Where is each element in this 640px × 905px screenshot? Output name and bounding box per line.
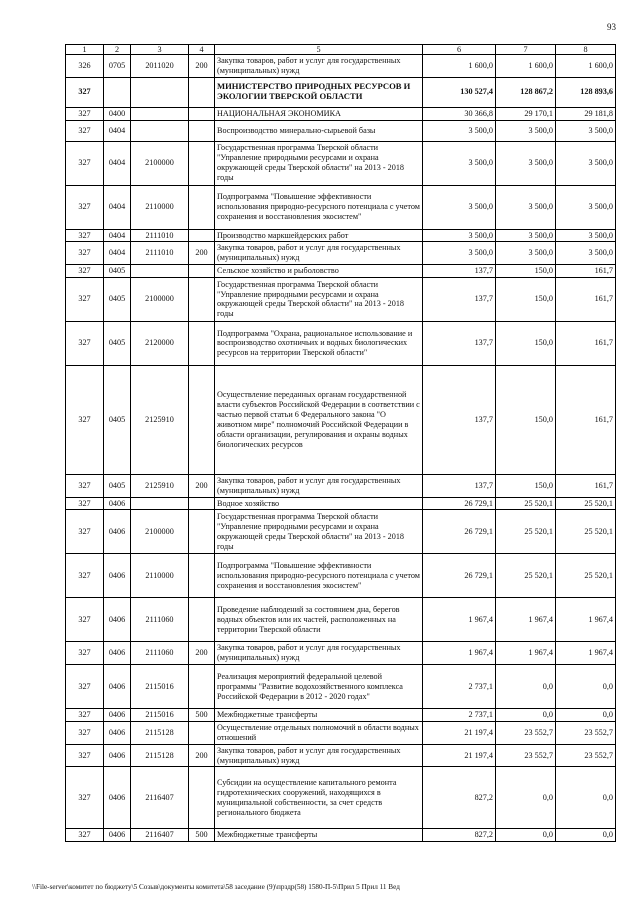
target-article-code-cell — [131, 120, 189, 141]
description-cell: Подпрограмма "Повышение эффективности использования природно-ресурсного потенциала с учетом сохранения и восстановления экосистем" — [215, 554, 423, 598]
target-article-code-cell — [131, 497, 189, 510]
amount-year-2-cell: 1 600,0 — [496, 55, 556, 78]
expense-type-code-cell — [189, 665, 215, 709]
amount-year-1-cell: 3 500,0 — [423, 185, 496, 229]
amount-year-3-cell: 1 967,4 — [556, 598, 616, 642]
amount-year-2-cell: 0,0 — [496, 709, 556, 722]
section-code-cell: 0406 — [104, 598, 131, 642]
grbs-code-cell: 327 — [66, 744, 104, 767]
amount-year-2-cell: 0,0 — [496, 829, 556, 842]
grbs-code-cell: 327 — [66, 474, 104, 497]
table-row — [66, 642, 616, 665]
amount-year-2-cell: 3 500,0 — [496, 185, 556, 229]
section-code-cell: 0705 — [104, 55, 131, 78]
grbs-code-cell: 327 — [66, 767, 104, 829]
description-cell: Субсидии на осуществление капитального ремонта гидротехнических сооружений, находящихся в муниципальной собственности, за счет средств регионального бюджета — [215, 767, 423, 829]
section-code-cell: 0400 — [104, 107, 131, 120]
description-cell: Межбюджетные трансферты — [215, 829, 423, 842]
column-number-header-row — [66, 45, 616, 55]
expense-type-code-cell — [189, 265, 215, 278]
amount-year-1-cell: 1 967,4 — [423, 598, 496, 642]
target-article-code-cell: 2100000 — [131, 141, 189, 185]
table-row — [66, 77, 616, 107]
amount-year-1-cell: 2 737,1 — [423, 709, 496, 722]
target-article-code-cell: 2115128 — [131, 721, 189, 744]
table-row — [66, 709, 616, 722]
amount-year-1-cell: 26 729,1 — [423, 554, 496, 598]
section-code-cell: 0405 — [104, 321, 131, 365]
amount-year-2-cell: 25 520,1 — [496, 510, 556, 554]
amount-year-1-cell: 137,7 — [423, 321, 496, 365]
section-code-cell: 0404 — [104, 242, 131, 265]
amount-year-3-cell: 23 552,7 — [556, 744, 616, 767]
page-number: 93 — [607, 22, 616, 32]
amount-year-3-cell: 29 181,8 — [556, 107, 616, 120]
section-code-cell: 0406 — [104, 721, 131, 744]
table-row — [66, 229, 616, 242]
target-article-code-cell: 2111060 — [131, 598, 189, 642]
description-cell: Водное хозяйство — [215, 497, 423, 510]
expense-type-code-cell: 200 — [189, 744, 215, 767]
amount-year-2-cell: 0,0 — [496, 767, 556, 829]
table-row — [66, 721, 616, 744]
header-cell: 1 — [66, 45, 104, 55]
expense-type-code-cell — [189, 229, 215, 242]
description-cell: Воспроизводство минерально-сырьевой базы — [215, 120, 423, 141]
grbs-code-cell: 327 — [66, 242, 104, 265]
description-cell: Государственная программа Тверской области "Управление природными ресурсами и охрана окружающей среды Тверской области" на 2013 - 2018 годы — [215, 141, 423, 185]
amount-year-3-cell: 161,7 — [556, 321, 616, 365]
table-row — [66, 321, 616, 365]
section-code-cell: 0404 — [104, 141, 131, 185]
target-article-code-cell — [131, 107, 189, 120]
grbs-code-cell: 327 — [66, 829, 104, 842]
amount-year-2-cell: 29 170,1 — [496, 107, 556, 120]
header-cell: 8 — [556, 45, 616, 55]
expense-type-code-cell — [189, 321, 215, 365]
section-code-cell: 0405 — [104, 365, 131, 474]
expense-type-code-cell — [189, 554, 215, 598]
amount-year-1-cell: 137,7 — [423, 277, 496, 321]
description-cell: Закупка товаров, работ и услуг для государственных (муниципальных) нужд — [215, 55, 423, 78]
amount-year-1-cell: 827,2 — [423, 829, 496, 842]
amount-year-2-cell: 150,0 — [496, 265, 556, 278]
amount-year-3-cell: 25 520,1 — [556, 554, 616, 598]
amount-year-3-cell: 161,7 — [556, 277, 616, 321]
amount-year-1-cell: 137,7 — [423, 365, 496, 474]
amount-year-2-cell: 25 520,1 — [496, 497, 556, 510]
description-cell: Осуществление переданных органам государственной власти субъектов Российской Федерации в соответствии с частью первой статьи 6 Федерального закона "О животном мире" полномочий Российской Федерации в области организации, регулирования и охраны водных биологических ресурсов — [215, 365, 423, 474]
amount-year-3-cell: 25 520,1 — [556, 510, 616, 554]
target-article-code-cell: 2115016 — [131, 709, 189, 722]
amount-year-1-cell: 1 600,0 — [423, 55, 496, 78]
table-row — [66, 265, 616, 278]
amount-year-3-cell: 3 500,0 — [556, 242, 616, 265]
section-code-cell: 0406 — [104, 744, 131, 767]
grbs-code-cell: 327 — [66, 141, 104, 185]
expense-type-code-cell: 200 — [189, 242, 215, 265]
amount-year-2-cell: 3 500,0 — [496, 141, 556, 185]
target-article-code-cell: 2110000 — [131, 185, 189, 229]
amount-year-3-cell: 0,0 — [556, 665, 616, 709]
amount-year-2-cell: 23 552,7 — [496, 744, 556, 767]
description-cell: Закупка товаров, работ и услуг для государственных (муниципальных) нужд — [215, 642, 423, 665]
amount-year-3-cell: 3 500,0 — [556, 229, 616, 242]
target-article-code-cell — [131, 265, 189, 278]
file-path-footer: \\File-server\комитет по бюджету\5 Созыв\документы комитета\58 заседание (9)\прздр(58) 1580-П-5\Прил 5 Прил 11 Вед — [32, 883, 400, 891]
table-row — [66, 141, 616, 185]
header-cell: 6 — [423, 45, 496, 55]
grbs-code-cell: 327 — [66, 554, 104, 598]
grbs-code-cell: 327 — [66, 598, 104, 642]
amount-year-2-cell: 1 967,4 — [496, 642, 556, 665]
section-code-cell: 0406 — [104, 829, 131, 842]
section-code-cell: 0405 — [104, 474, 131, 497]
expense-type-code-cell: 200 — [189, 642, 215, 665]
description-cell: Производство маркшейдерских работ — [215, 229, 423, 242]
grbs-code-cell: 326 — [66, 55, 104, 78]
section-code-cell: 0404 — [104, 185, 131, 229]
description-cell: Межбюджетные трансферты — [215, 709, 423, 722]
section-code-cell: 0406 — [104, 554, 131, 598]
description-cell: МИНИСТЕРСТВО ПРИРОДНЫХ РЕСУРСОВ И ЭКОЛОГИИ ТВЕРСКОЙ ОБЛАСТИ — [215, 77, 423, 107]
description-cell: Государственная программа Тверской области "Управление природными ресурсами и охрана окружающей среды Тверской области" на 2013 - 2018 годы — [215, 277, 423, 321]
expense-type-code-cell: 500 — [189, 829, 215, 842]
section-code-cell: 0406 — [104, 497, 131, 510]
section-code-cell: 0406 — [104, 665, 131, 709]
amount-year-2-cell: 3 500,0 — [496, 120, 556, 141]
amount-year-2-cell: 1 967,4 — [496, 598, 556, 642]
expense-type-code-cell — [189, 141, 215, 185]
expense-type-code-cell: 200 — [189, 474, 215, 497]
expense-type-code-cell — [189, 185, 215, 229]
description-cell: НАЦИОНАЛЬНАЯ ЭКОНОМИКА — [215, 107, 423, 120]
section-code-cell: 0404 — [104, 120, 131, 141]
amount-year-2-cell: 150,0 — [496, 321, 556, 365]
table-row — [66, 55, 616, 78]
amount-year-3-cell: 3 500,0 — [556, 141, 616, 185]
budget-table — [65, 44, 616, 842]
grbs-code-cell: 327 — [66, 365, 104, 474]
description-cell: Закупка товаров, работ и услуг для государственных (муниципальных) нужд — [215, 242, 423, 265]
table-row — [66, 365, 616, 474]
table-row — [66, 665, 616, 709]
amount-year-2-cell: 23 552,7 — [496, 721, 556, 744]
description-cell: Реализация мероприятий федеральной целевой программы "Развитие водохозяйственного комплекса Российской Федерации в 2012 - 2020 годах" — [215, 665, 423, 709]
section-code-cell: 0406 — [104, 767, 131, 829]
expense-type-code-cell — [189, 497, 215, 510]
expense-type-code-cell — [189, 107, 215, 120]
description-cell: Проведение наблюдений за состоянием дна, берегов водных объектов или их частей, расположенных на территории Тверской области — [215, 598, 423, 642]
expense-type-code-cell — [189, 598, 215, 642]
amount-year-2-cell: 128 867,2 — [496, 77, 556, 107]
grbs-code-cell: 327 — [66, 277, 104, 321]
amount-year-1-cell: 1 967,4 — [423, 642, 496, 665]
amount-year-1-cell: 30 366,8 — [423, 107, 496, 120]
amount-year-2-cell: 0,0 — [496, 665, 556, 709]
table-row — [66, 554, 616, 598]
description-cell: Подпрограмма "Охрана, рациональное использование и воспроизводство охотничьих и водных биологических ресурсов на территории Тверской области" — [215, 321, 423, 365]
target-article-code-cell: 2111010 — [131, 242, 189, 265]
table-row — [66, 767, 616, 829]
amount-year-3-cell: 23 552,7 — [556, 721, 616, 744]
grbs-code-cell: 327 — [66, 642, 104, 665]
grbs-code-cell: 327 — [66, 665, 104, 709]
description-cell: Подпрограмма "Повышение эффективности использования природно-ресурсного потенциала с учетом сохранения и восстановления экосистем" — [215, 185, 423, 229]
section-code-cell: 0406 — [104, 642, 131, 665]
table-row — [66, 744, 616, 767]
grbs-code-cell: 327 — [66, 721, 104, 744]
description-cell: Осуществление отдельных полномочий в области водных отношений — [215, 721, 423, 744]
amount-year-3-cell: 161,7 — [556, 265, 616, 278]
target-article-code-cell: 2115128 — [131, 744, 189, 767]
amount-year-1-cell: 137,7 — [423, 265, 496, 278]
amount-year-3-cell: 1 600,0 — [556, 55, 616, 78]
section-code-cell: 0406 — [104, 510, 131, 554]
section-code-cell: 0404 — [104, 229, 131, 242]
header-cell: 7 — [496, 45, 556, 55]
expense-type-code-cell — [189, 120, 215, 141]
table-row — [66, 185, 616, 229]
amount-year-3-cell: 1 967,4 — [556, 642, 616, 665]
grbs-code-cell: 327 — [66, 185, 104, 229]
amount-year-3-cell: 25 520,1 — [556, 497, 616, 510]
grbs-code-cell: 327 — [66, 229, 104, 242]
expense-type-code-cell — [189, 77, 215, 107]
amount-year-1-cell: 21 197,4 — [423, 744, 496, 767]
grbs-code-cell: 327 — [66, 510, 104, 554]
amount-year-3-cell: 128 893,6 — [556, 77, 616, 107]
target-article-code-cell — [131, 77, 189, 107]
amount-year-1-cell: 26 729,1 — [423, 497, 496, 510]
table-row — [66, 120, 616, 141]
grbs-code-cell: 327 — [66, 709, 104, 722]
amount-year-3-cell: 0,0 — [556, 829, 616, 842]
amount-year-3-cell: 3 500,0 — [556, 185, 616, 229]
amount-year-1-cell: 137,7 — [423, 474, 496, 497]
expense-type-code-cell — [189, 767, 215, 829]
expense-type-code-cell: 500 — [189, 709, 215, 722]
section-code-cell: 0405 — [104, 265, 131, 278]
description-cell: Закупка товаров, работ и услуг для государственных (муниципальных) нужд — [215, 744, 423, 767]
expense-type-code-cell: 200 — [189, 55, 215, 78]
description-cell: Закупка товаров, работ и услуг для государственных (муниципальных) нужд — [215, 474, 423, 497]
expense-type-code-cell — [189, 277, 215, 321]
section-code-cell: 0405 — [104, 277, 131, 321]
amount-year-3-cell: 161,7 — [556, 365, 616, 474]
amount-year-1-cell: 3 500,0 — [423, 242, 496, 265]
expense-type-code-cell — [189, 510, 215, 554]
header-cell: 5 — [215, 45, 423, 55]
description-cell: Государственная программа Тверской области "Управление природными ресурсами и охрана окружающей среды Тверской области" на 2013 - 2018 годы — [215, 510, 423, 554]
description-cell: Сельское хозяйство и рыболовство — [215, 265, 423, 278]
table-row — [66, 277, 616, 321]
header-cell: 2 — [104, 45, 131, 55]
amount-year-2-cell: 3 500,0 — [496, 229, 556, 242]
expense-type-code-cell — [189, 721, 215, 744]
table-row — [66, 474, 616, 497]
target-article-code-cell: 2120000 — [131, 321, 189, 365]
section-code-cell — [104, 77, 131, 107]
amount-year-1-cell: 2 737,1 — [423, 665, 496, 709]
table-row — [66, 829, 616, 842]
expense-type-code-cell — [189, 365, 215, 474]
table-row — [66, 497, 616, 510]
table-row — [66, 242, 616, 265]
amount-year-2-cell: 150,0 — [496, 277, 556, 321]
grbs-code-cell: 327 — [66, 77, 104, 107]
target-article-code-cell: 2125910 — [131, 365, 189, 474]
grbs-code-cell: 327 — [66, 497, 104, 510]
target-article-code-cell: 2116407 — [131, 829, 189, 842]
section-code-cell: 0406 — [104, 709, 131, 722]
amount-year-3-cell: 161,7 — [556, 474, 616, 497]
table-row — [66, 107, 616, 120]
amount-year-1-cell: 26 729,1 — [423, 510, 496, 554]
target-article-code-cell: 2111060 — [131, 642, 189, 665]
amount-year-1-cell: 130 527,4 — [423, 77, 496, 107]
grbs-code-cell: 327 — [66, 107, 104, 120]
target-article-code-cell: 2011020 — [131, 55, 189, 78]
grbs-code-cell: 327 — [66, 321, 104, 365]
amount-year-1-cell: 21 197,4 — [423, 721, 496, 744]
amount-year-2-cell: 3 500,0 — [496, 242, 556, 265]
amount-year-1-cell: 3 500,0 — [423, 229, 496, 242]
amount-year-2-cell: 150,0 — [496, 365, 556, 474]
target-article-code-cell: 2100000 — [131, 510, 189, 554]
amount-year-2-cell: 150,0 — [496, 474, 556, 497]
amount-year-1-cell: 827,2 — [423, 767, 496, 829]
target-article-code-cell: 2125910 — [131, 474, 189, 497]
target-article-code-cell: 2115016 — [131, 665, 189, 709]
grbs-code-cell: 327 — [66, 265, 104, 278]
table-row — [66, 598, 616, 642]
amount-year-2-cell: 25 520,1 — [496, 554, 556, 598]
target-article-code-cell: 2116407 — [131, 767, 189, 829]
grbs-code-cell: 327 — [66, 120, 104, 141]
header-cell: 3 — [131, 45, 189, 55]
target-article-code-cell: 2100000 — [131, 277, 189, 321]
amount-year-3-cell: 0,0 — [556, 767, 616, 829]
amount-year-3-cell: 0,0 — [556, 709, 616, 722]
amount-year-1-cell: 3 500,0 — [423, 141, 496, 185]
amount-year-3-cell: 3 500,0 — [556, 120, 616, 141]
amount-year-1-cell: 3 500,0 — [423, 120, 496, 141]
target-article-code-cell: 2111010 — [131, 229, 189, 242]
table-row — [66, 510, 616, 554]
header-cell: 4 — [189, 45, 215, 55]
target-article-code-cell: 2110000 — [131, 554, 189, 598]
